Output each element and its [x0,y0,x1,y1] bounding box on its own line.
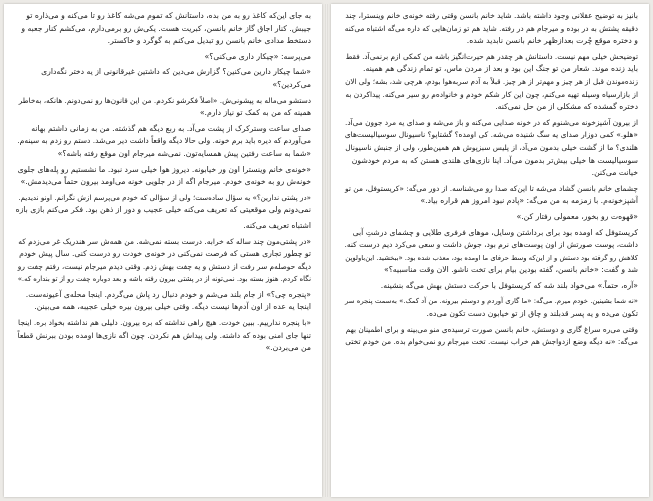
paragraph [342,295,638,320]
text-line: «خونه‌ی خانم وینسترا اون ور خیابونه. دیروز هوا خیلی سرد نبود. ما نشستیم رو پله‌های جلوی [17,164,311,174]
text-line: تو چطور تجاری هستی که فرصت نمی‌کنی در خونه‌ی خودت رو درست کنی. سال پیش خودم [19,249,311,259]
text-line: «هلو.» کمی دوزار صدای یه سگ شنیده می‌شه. کی اومده؟ گشتاپو؟ ناسیونال سوسیالیست‌های [344,130,638,140]
right-page [331,4,649,497]
paragraph [342,280,638,293]
text-line: دختره گمشده که مشکلی از من حل نمی‌کنه. [495,102,638,112]
text-line: خونه‌ش رو به خونه‌ی خودم. میرجام اگه از در جلویی خونه می‌اومد بیرون حتماً می‌دیدمش.» [20,177,311,187]
text-line: خیانت می‌کنن. [591,168,638,178]
paragraph [342,324,638,349]
book-gutter [325,4,328,497]
paragraph [15,236,311,286]
text-line: اینجا یه عده از اون آدم‌ها نیست دیگه. وقتی خیلی بیرون بیره خیلی عجیبه، همه می‌بینن. [34,302,311,312]
text-line: نگاه کردم. هنوز بسته بود. نمی‌تونه از در پشتی بیرون رفته باشه و بعد دوباره چفت رو از تو بنداره که.» [17,275,311,284]
text-line: به جای این‌که کاغذ رو به من بده، داستانش که تموم می‌شه کاغذ رو تا می‌کنه و می‌ذاره تو [26,11,311,20]
paragraph [342,211,638,224]
text-line: سوسیالیست ها خیلی بیش‌تر بدمون می‌آد. اینا نازی‌های هلندی هستن که به مردم خودشون [351,155,638,165]
text-line: «نه شما بشینین. خودم میرم. می‌گه: «ما گاری آوردم و دوستم بیرونه. من آد کمک.» به‌سمت پنجره سر [345,297,638,306]
text-line: دقیقه پشتش به در بوده و میرجام هم در رفته. شاید هم تو زمان‌هایی که داره می‌گه اشتباه می‌کنه [344,23,638,33]
text-line: دستشو می‌ماله به پیشونی‌ش. «اصلاً فکرشو نکردم. من این قانون‌ها رو نمی‌دونم. هانکه، به‌خاطر [18,95,311,105]
text-line: وقتی می‌ره سراغ گاری و دوستش، خانم بانسن صورت ترسیده‌ی منو می‌بینه و برای اطمینان بهم [345,324,638,334]
paragraph [342,183,638,208]
text-line: دیگه حوصله‌م سر رفت از دستش و یه چفت بهش زدم. وقتی دیدم میرجام نیست، رفتم چفت رو [17,261,311,271]
text-line: کلاهش رو گرفته بود دستش و از این‌که وسط حرفای ما اومده بود، معذب شده بود. «ببخشید. این‌باولوپن [345,253,638,262]
paragraph [15,317,311,355]
text-line: اشتباه تعریف می‌کنه. [243,220,311,230]
text-line: «قهوه‌ت رو بخور، معمولی رفتار کن.» [516,211,638,221]
text-line: کریستوفل که اومده بود برای برداشتن وسایل، موهای فرفری طلایی و چشمای درشتِ آبی [352,227,638,237]
text-line: و دختره موقع چُرت بعدازظهر خانم بانسن نابدید شده. [466,36,638,46]
text-line: من می‌بردن.» [265,343,311,353]
paragraph [15,10,311,48]
paragraph [15,220,311,233]
text-line: تنها جای امنی بوده که داشته. ولی پیداش هم نکردن. چون اگه نازی‌ها اومده بودن ببرنش قطعاً [17,330,311,340]
text-line: «آره، حتماً.» می‌خواد بلند شه که کریستوفل با حرکت دستش بهش می‌گه بنشینه. [380,280,638,290]
text-line: بانیز به توضیح عقلانی وجود داشته باشد. شاید خانم بانسن وقتی رفته خونه‌ی خانم وینسترا، چند [345,11,638,20]
text-line: «شما به ساعت رفتین پیش همسایه‌تون. نمی‌شه میرجام اون موقع رفته باشه؟» [57,148,311,158]
left-page [4,4,322,497]
text-line: از بیرون آشپزخونه می‌شنوم که در خونه صدایی می‌کنه و باز می‌شه و صدای یه مرد جوون می‌آد. [344,117,638,127]
paragraph [15,192,311,217]
text-line: «با پنجره ندارییم. ببین خودت. هیچ راهی نداشته که بره بیرون. دلیلی هم نداشته بخواد بره. اینجا [18,318,311,328]
text-line: دستخط مدادی خانم بانسن رو تبدیل می‌کنم به گوگرد و خاکستر. [107,36,311,46]
text-line: چشمای خانم بانسن گشاد می‌شه تا این‌که صدا رو می‌شناسه. از دور می‌گه: «کریستوفل، من تو [345,183,638,193]
paragraph [15,164,311,189]
text-line: باید زنده موند. شعار من تو جنگ این بود و بعد از مردن ماس، تو تمام زندگی هم همینه. [363,64,638,74]
paragraph [15,66,311,91]
text-line: زنده‌موندن قبل از هر چیز و مهم‌تر از هر چیز. قبلاً به آدم سربه‌هوا بودم، هرچی شد، بشه؛ ولی الان [345,76,638,86]
text-line: آشپزخونه‌م. با زمزمه به من می‌گه: «پادم نبود امروز هم قراره بیاد.» [420,196,638,206]
text-line: می‌آوردم که دیره باید برم خونه. ولی حالا دیگه واقعاً داشت دیر می‌شد. دستم رو زدم به سینه‌م. [17,136,311,146]
text-line: «در پشتی ندارین؟» یه سؤال ساده‌ست؛ ولی از سؤالی که خودم می‌پرسم ازش نگرانم. اونو ندیدیم. [18,192,311,202]
paragraph [15,123,311,161]
text-line: داشت، پوست صورتش از اون پوست‌های نرم بود، جوش داشت و سعی می‌کرد دیم درست کنه. [344,240,638,250]
text-line: «در پشتی‌مون چند ساله که خرابه. درست بسته نمی‌شه. من همه‌ش سر هندریک غر می‌زدم که [18,236,311,246]
paragraph [15,289,311,314]
paragraph [342,227,638,277]
paragraph [342,117,638,180]
text-line: هلندی؟ ما از گشت خیلی بدمون می‌آد، از پلیس سبزپوش هم همین‌طور، ولی از جنبش ناسیونال [345,142,638,152]
text-line: می‌گه: «نه دیگه وضع ازدواجش هم خراب نیست. تخت میرجام رو نمی‌خوام بده. من خودم تختی [345,337,638,347]
text-line: می‌پرسه: «چیکار داری می‌کنی؟» [204,51,311,61]
text-line: می‌کردین؟» [272,79,311,89]
paragraph [15,51,311,64]
text-line: صدای ساعت وسترکرک از پشت می‌آد. به ربع دیگه هم گذشته. من به زمانی داشتم بهانه [31,123,311,133]
text-line: نمی‌دونم ولی موقعیتی که تعریف می‌کنه خیلی عجیب و دور از ذهن بود. فکر می‌کنم بازی بازه [15,205,311,215]
text-line: از بازارسیاه وسیله تهیه می‌کنم، چون این کار شکم خودم و خانواده‌م رو سیر می‌کنه. پیداکردن به [345,89,638,99]
paragraph [342,10,638,48]
text-line: جیبش. کنار اجاق گاز خانم بانسن، کبریت هست. یکی‌ش رو برمی‌دارم، می‌کشم کنار جعبه و [21,23,311,33]
text-line: تکون می‌ده و یه پسر قدبلند و چاق از تو خیابون دست تکون می‌ده. [426,309,638,319]
text-line: همینه که من به کمک تو نیاز دارم.» [199,108,311,118]
text-line: شد و گفت: «خانم بانسن، گفته بودین بیام برای تخت ناشو. الان وقت مناسبیه؟» [384,265,638,275]
text-line: «پنجره چی؟» از جام بلند می‌شم و خودم دنبال رد پاش می‌گردم. اینجا محله‌ی آعیونه‌ست. [25,289,311,299]
paragraph [342,51,638,114]
text-line: «شما چیکار دارین می‌کنین؟ گزارش می‌دین که داشتین غیرقانونی از یه دختر نگه‌داری [41,67,311,77]
text-line: توضیحش خیلی مهم نیست. داستانش هر چقدر هم حیرت‌انگیز باشه من کمکی ازم برنمی‌آد. فقط [345,51,638,61]
paragraph [15,95,311,120]
